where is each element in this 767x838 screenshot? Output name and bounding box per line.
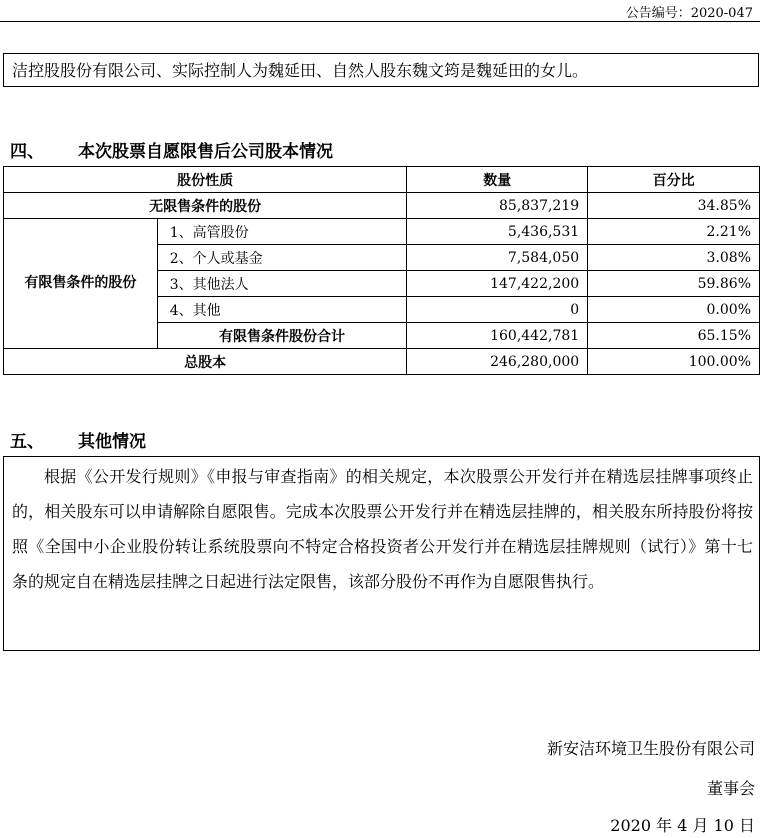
row-quantity: 7,584,050 xyxy=(407,245,588,271)
header-quantity: 数量 xyxy=(407,167,588,193)
row-label: 1、高管股份 xyxy=(157,219,407,245)
total-quantity: 246,280,000 xyxy=(407,349,588,375)
table-header-row xyxy=(4,167,760,193)
header-percent: 百分比 xyxy=(588,167,760,193)
row-label: 4、其他 xyxy=(157,297,407,323)
table-row xyxy=(4,349,760,375)
company-name: 新安洁环境卫生股份有限公司 xyxy=(546,739,755,758)
row-percent: 3.08% xyxy=(588,245,760,271)
row-percent: 0.00% xyxy=(588,297,760,323)
header-share-nature: 股份性质 xyxy=(4,167,407,193)
row-quantity: 0 xyxy=(407,297,588,323)
section-4-number: 四、 xyxy=(10,142,44,162)
section-4-heading xyxy=(10,137,333,162)
header-divider xyxy=(0,21,760,22)
table-row xyxy=(4,219,760,245)
row-label: 3、其他法人 xyxy=(157,271,407,297)
other-matters-paragraph: 根据《公开发行规则》《申报与审查指南》的相关规定，本次股票公开发行并在精选层挂牌事项终止的，相关股东可以申请解除自愿限售。完成本次股票公开发行并在精选层挂牌的，相关股东所持股份将按照《全国中小企业股份转让系统股票向不特定合格投资者公开发行并在精选层挂牌规则（试行）》第十七条的规定自在精选层挂牌之日起进行法定限售，该部分股份不再作为自愿限售执行。 xyxy=(3,456,760,651)
restricted-group-label: 有限售条件的股份 xyxy=(4,219,158,349)
share-capital-table xyxy=(3,166,760,375)
restricted-total-label: 有限售条件股份合计 xyxy=(157,323,407,349)
unrestricted-label: 无限售条件的股份 xyxy=(4,193,407,219)
restricted-total-quantity: 160,442,781 xyxy=(407,323,588,349)
row-percent: 2.21% xyxy=(588,219,760,245)
section-5-heading xyxy=(10,427,146,452)
restricted-total-percent: 65.15% xyxy=(588,323,760,349)
total-percent: 100.00% xyxy=(588,349,760,375)
row-quantity: 5,436,531 xyxy=(407,219,588,245)
section-5-title: 其他情况 xyxy=(78,432,146,452)
total-label: 总股本 xyxy=(4,349,407,375)
announcement-date: 2020 年 4 月 10 日 xyxy=(610,816,755,835)
row-percent: 59.86% xyxy=(588,271,760,297)
row-label: 2、个人或基金 xyxy=(157,245,407,271)
section-5-number: 五、 xyxy=(10,432,44,452)
previous-section-text: 洁控股股份有限公司、实际控制人为魏延田、自然人股东魏文筠是魏延田的女儿。 xyxy=(3,53,759,87)
unrestricted-quantity: 85,837,219 xyxy=(407,193,588,219)
board-label: 董事会 xyxy=(706,779,755,798)
notice-number: 公告编号：2020-047 xyxy=(625,6,753,21)
section-4-title: 本次股票自愿限售后公司股本情况 xyxy=(78,142,333,162)
row-quantity: 147,422,200 xyxy=(407,271,588,297)
table-row xyxy=(4,193,760,219)
unrestricted-percent: 34.85% xyxy=(588,193,760,219)
